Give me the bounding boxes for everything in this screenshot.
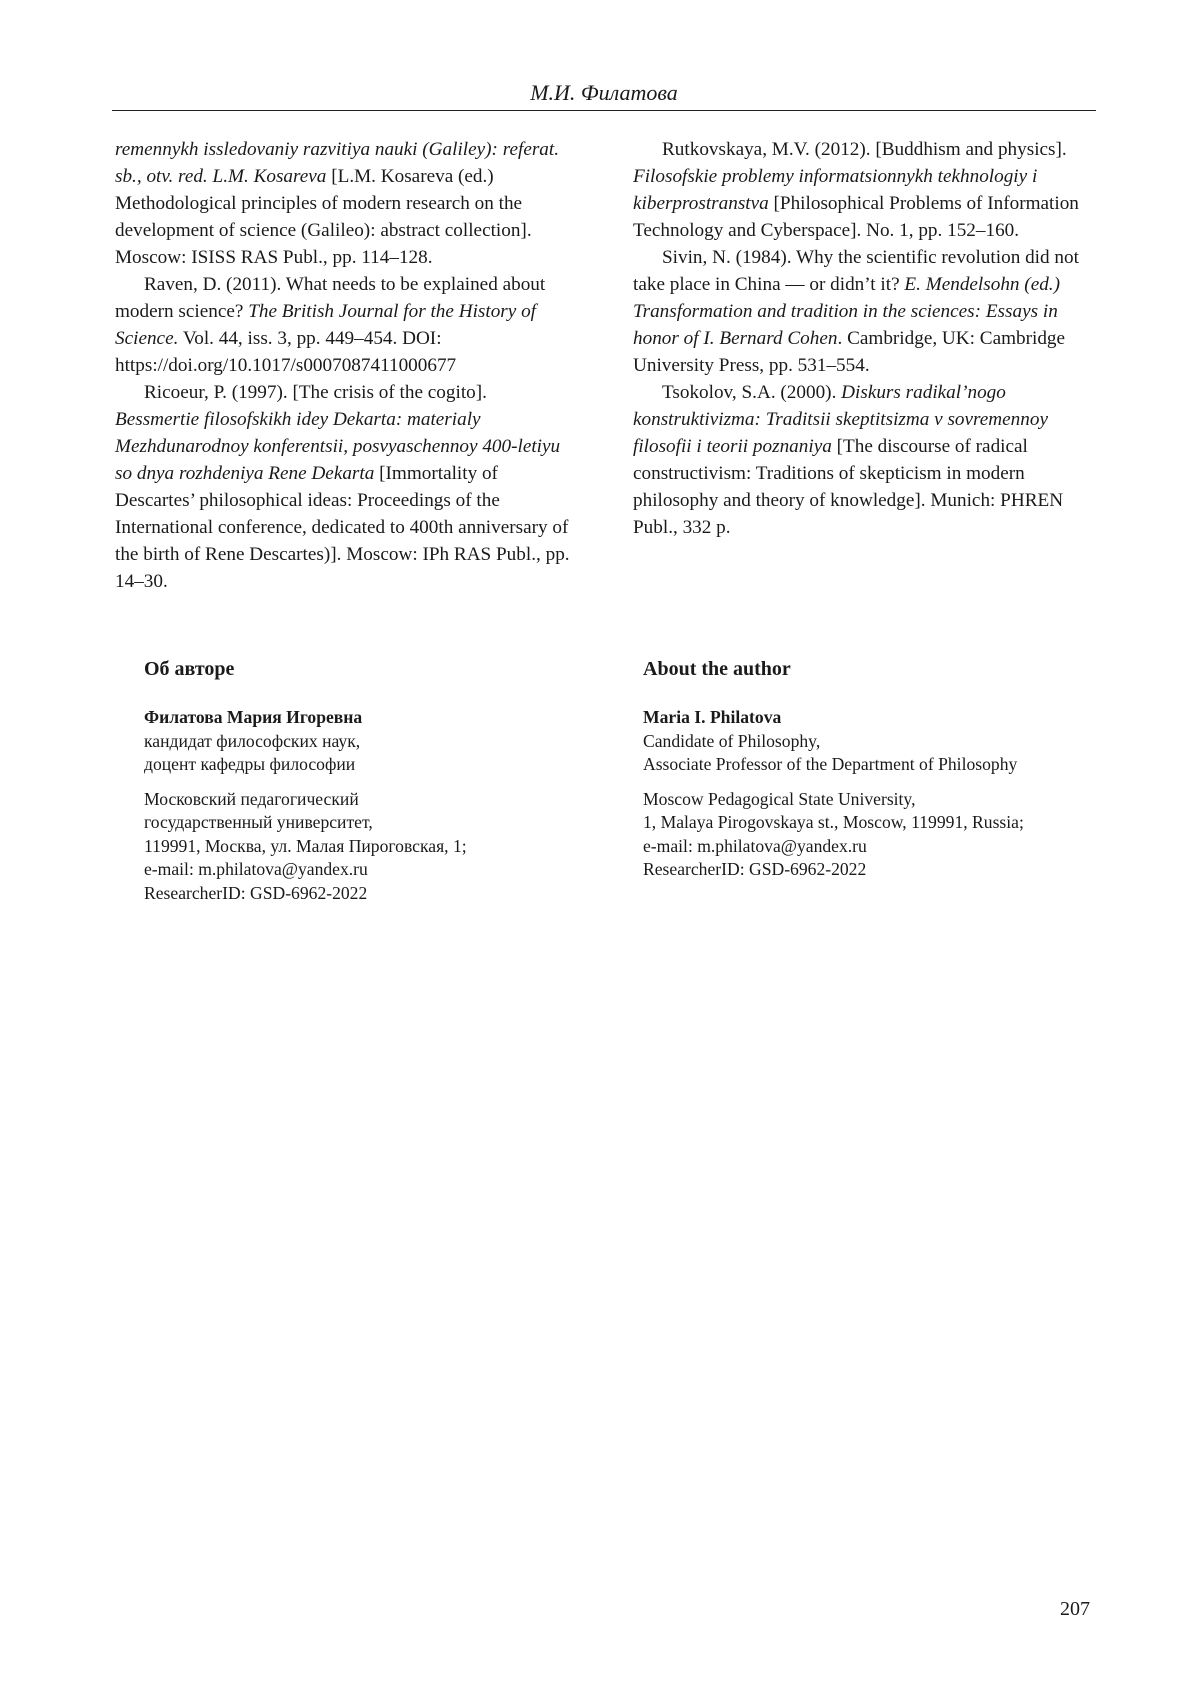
reference-part: [Philosophical Problems of Information Technology and Cyberspace]. No. 1, pp. 152–160. xyxy=(633,193,1079,241)
reference-part: . Cambridge, UK: Cambridge University Press, pp. 531–554. xyxy=(633,328,1066,376)
references-right-column xyxy=(633,136,1093,541)
author-address: 1, Malaya Pirogovskaya st., Moscow, 119991, Russia; xyxy=(643,812,1024,832)
author-degree: кандидат философских наук, xyxy=(144,730,361,751)
author-heading: Об авторе xyxy=(144,658,235,680)
author-researcher-id: ResearcherID: GSD-6962-2022 xyxy=(643,859,867,879)
author-name-block xyxy=(643,706,1113,777)
author-organization-cont: государственный университет, xyxy=(144,812,373,832)
reference-part: Vol. 44, iss. 3, pp. 449–454. DOI: https://doi.org/10.1017/s0007087411000677 xyxy=(115,328,457,376)
reference-part: Raven, D. (2011). What needs to be explained about modern science? xyxy=(115,274,546,322)
reference-entry xyxy=(115,136,575,271)
reference-part: Ricoeur, P. (1997). [The crisis of the cogito]. xyxy=(144,382,487,403)
author-info-english xyxy=(643,656,1113,893)
references-left-column xyxy=(115,136,575,595)
reference-entry xyxy=(633,379,1093,541)
reference-part-italic: remennykh issledovaniy razvitiya nauki (Galiley): referat. sb., otv. red. L.M. Kosareva xyxy=(115,139,560,187)
reference-part: Sivin, N. (1984). Why the scientific revolution did not take place in China — or didn’t it? xyxy=(633,247,1079,295)
author-researcher-id: ResearcherID: GSD-6962-2022 xyxy=(144,882,368,903)
author-contact-block xyxy=(144,788,614,906)
author-position: Associate Professor of the Department of Philosophy xyxy=(643,754,1018,774)
author-email: e-mail: m.philatova@yandex.ru xyxy=(643,835,867,856)
author-name: Maria I. Philatova xyxy=(643,707,782,727)
author-email: e-mail: m.philatova@yandex.ru xyxy=(144,859,368,879)
running-title: М.И. Филатова xyxy=(530,80,678,105)
reference-part: [Immortality of Descartes’ philosophical ideas: Proceedings of the International conference, dedicated to 400th anniversary of the birth of Rene Descartes)]. Moscow: IPh RAS Publ., pp. 14–30. xyxy=(115,463,570,592)
author-info-russian xyxy=(144,656,614,916)
reference-entry xyxy=(633,244,1093,379)
author-heading: About the author xyxy=(643,658,791,680)
author-address: 119991, Москва, ул. Малая Пироговская, 1; xyxy=(144,835,467,856)
reference-entry xyxy=(633,136,1093,244)
author-organization: Московский педагогический xyxy=(144,788,359,809)
page-number: 207 xyxy=(1060,1598,1090,1620)
reference-part: Rutkovskaya, M.V. (2012). [Buddhism and physics]. xyxy=(662,139,1067,160)
reference-part-italic: Filosofskie problemy informatsionnykh tekhnologiy i kiberprostranstva xyxy=(633,166,1038,214)
reference-part-italic: Bessmertie filosofskikh idey Dekarta: materialy Mezhdunarodnoy konferentsii, posvyaschennoy 400-letiyu so dnya rozhdeniya Rene Dekarta xyxy=(115,409,561,484)
author-name-block xyxy=(144,706,614,777)
reference-part-italic: E. Mendelsohn (ed.) Transformation and tradition in the sciences: Essays in honor of I. Bernard Cohen xyxy=(633,274,1060,349)
running-header xyxy=(112,80,1096,111)
author-degree: Candidate of Philosophy, xyxy=(643,730,821,751)
author-contact-block xyxy=(643,788,1113,882)
reference-part: [The discourse of radical constructivism: Traditions of skepticism in modern philosophy and theory of knowledge]. Munich: PHREN Publ., 332 p. xyxy=(633,436,1064,538)
reference-part-italic: Diskurs radikal’nogo konstruktivizma: Traditsii skeptitsizma v sovremennoy filosofii i teorii poznaniya xyxy=(633,382,1048,457)
reference-entry xyxy=(115,271,575,379)
author-position: доцент кафедры философии xyxy=(144,754,356,774)
reference-part: Tsokolov, S.A. (2000). xyxy=(662,382,842,403)
reference-entry xyxy=(115,379,575,595)
reference-part: [L.M. Kosareva (ed.) Methodological principles of modern research on the development of science (Galileo): abstract collection]. Moscow: ISISS RAS Publ., pp. 114–128. xyxy=(115,166,532,268)
author-name: Филатова Мария Игоревна xyxy=(144,707,363,727)
author-organization: Moscow Pedagogical State University, xyxy=(643,788,916,809)
reference-part-italic: The British Journal for the History of Science. xyxy=(115,301,536,349)
